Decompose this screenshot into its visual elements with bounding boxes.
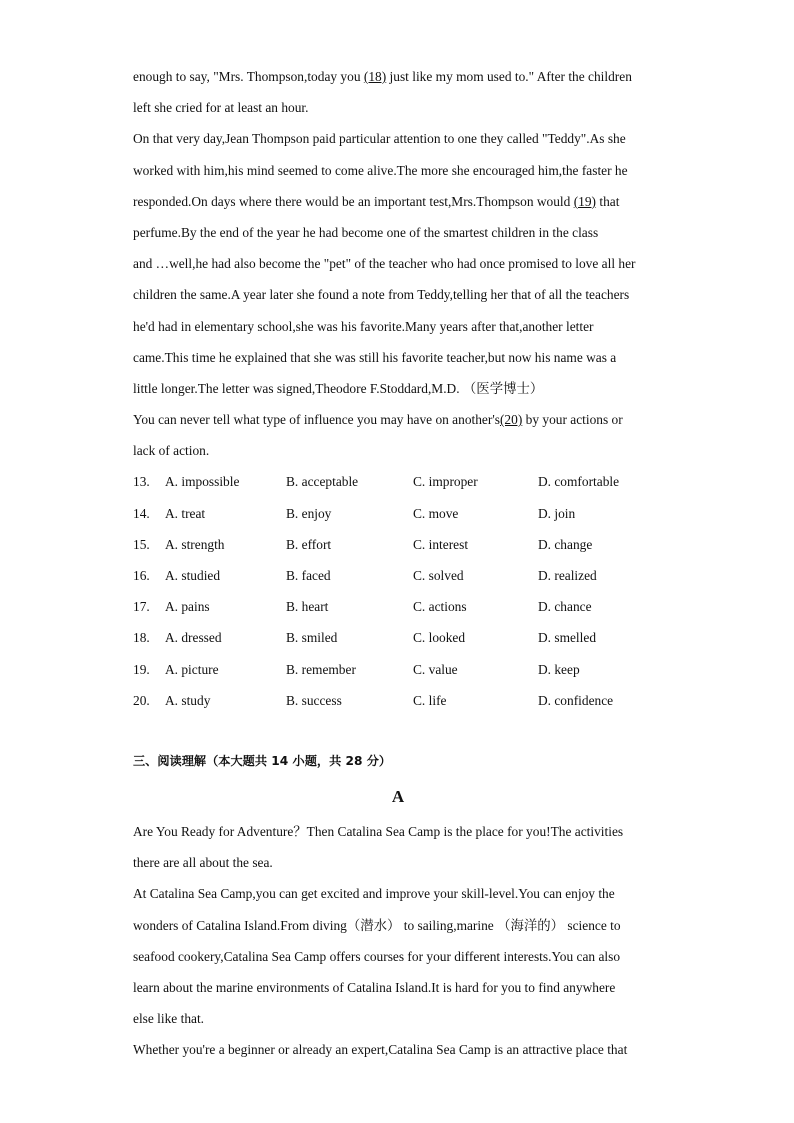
text-line: lack of action. (133, 443, 210, 459)
option-a[interactable]: A. impossible (165, 474, 240, 490)
text-line: children the same.A year later she found a note from Teddy,telling her that of all the teachers (133, 287, 630, 303)
blank-20: (20) (499, 412, 523, 428)
text-line: he'd had in elementary school,she was his favorite.Many years after that,another letter (133, 318, 594, 334)
option-b[interactable]: B. heart (286, 599, 329, 615)
text-line: and …well,he had also become the "pet" of the teacher who had once promised to love all her (133, 256, 636, 272)
passage-title: A (391, 786, 405, 806)
question-number: 20. (133, 692, 150, 708)
question-20 (133, 685, 663, 716)
passage-continuation (133, 61, 663, 466)
option-b[interactable]: B. remember (286, 661, 356, 677)
question-number: 15. (133, 536, 150, 552)
text-line: little longer.The letter was signed,Theodore F.Stoddard,M.D. （医学博士） (133, 380, 544, 396)
question-number: 17. (133, 599, 150, 615)
section-heading: 三、阅读理解（本大题共 14 小题，共 28 分） (133, 753, 392, 768)
option-a[interactable]: A. picture (165, 661, 219, 677)
blank-19: (19) (573, 193, 597, 209)
text-line: learn about the marine environments of Catalina Island.It is hard for you to find anywhere (133, 979, 616, 995)
text-line: wonders of Catalina Island.From diving（潜水） to sailing,marine （海洋的） science to (133, 917, 621, 933)
option-c[interactable]: C. improper (413, 474, 478, 490)
text-line: At Catalina Sea Camp,you can get excited and improve your skill-level.You can enjoy the (133, 886, 615, 902)
question-15 (133, 529, 663, 560)
text-line: enough to say, "Mrs. Thompson,today you (18) just like my mom used to." After the children (133, 69, 632, 84)
option-c[interactable]: C. interest (413, 536, 469, 552)
question-17 (133, 591, 663, 622)
option-c[interactable]: C. life (413, 692, 447, 708)
text-line: Whether you're a beginner or already an expert,Catalina Sea Camp is an attractive place that (133, 1042, 628, 1058)
option-d[interactable]: D. realized (538, 568, 597, 583)
text-line: You can never tell what type of influence you may have on another's(20) by your actions or (133, 412, 623, 428)
question-number: 16. (133, 568, 150, 583)
text-line: else like that. (133, 1011, 205, 1027)
option-a[interactable]: A. dressed (165, 630, 222, 646)
question-13 (133, 466, 663, 497)
question-16 (133, 560, 663, 591)
question-number: 13. (133, 474, 150, 490)
text-line: came.This time he explained that she was still his favorite teacher,but now his name was a (133, 349, 617, 365)
text-line: responded.On days where there would be an important test,Mrs.Thompson would (19) that (133, 193, 620, 209)
text-line: On that very day,Jean Thompson paid particular attention to one they called "Teddy".As she (133, 131, 626, 147)
question-14 (133, 498, 663, 529)
option-b[interactable]: B. acceptable (286, 474, 359, 490)
option-b[interactable]: B. smiled (286, 630, 338, 646)
option-d[interactable]: D. smelled (538, 630, 597, 646)
option-a[interactable]: A. study (165, 692, 211, 708)
text-line: perfume.By the end of the year he had become one of the smartest children in the class (133, 224, 599, 240)
option-a[interactable]: A. treat (165, 505, 206, 521)
option-a[interactable]: A. studied (165, 568, 221, 583)
option-b[interactable]: B. enjoy (286, 505, 332, 521)
option-c[interactable]: C. solved (413, 568, 464, 583)
option-a[interactable]: A. pains (165, 599, 210, 615)
option-b[interactable]: B. effort (286, 536, 332, 552)
option-c[interactable]: C. actions (413, 599, 467, 615)
question-19 (133, 654, 663, 685)
question-number: 18. (133, 630, 150, 646)
question-number: 19. (133, 661, 150, 677)
option-a[interactable]: A. strength (165, 536, 225, 552)
option-b[interactable]: B. success (286, 692, 342, 708)
option-d[interactable]: D. keep (538, 661, 580, 677)
passage-a (133, 816, 663, 1066)
text-line: worked with him,his mind seemed to come alive.The more she encouraged him,the faster he (133, 162, 628, 178)
option-d[interactable]: D. chance (538, 599, 592, 615)
option-d[interactable]: D. change (538, 536, 593, 552)
answer-options (133, 466, 663, 716)
option-d[interactable]: D. comfortable (538, 474, 620, 490)
blank-18: (18) (363, 69, 387, 84)
question-18 (133, 622, 663, 653)
option-b[interactable]: B. faced (286, 568, 331, 583)
text-line: left she cried for at least an hour. (133, 100, 309, 116)
text-line: there are all about the sea. (133, 855, 273, 871)
text-line: seafood cookery,Catalina Sea Camp offers courses for your different interests.You can also (133, 948, 621, 964)
option-d[interactable]: D. join (538, 505, 576, 521)
document-page (133, 61, 663, 1065)
option-d[interactable]: D. confidence (538, 692, 614, 708)
question-number: 14. (133, 505, 150, 521)
option-c[interactable]: C. move (413, 505, 459, 521)
option-c[interactable]: C. value (413, 661, 458, 677)
text-line: Are You Ready for Adventure？Then Catalina Sea Camp is the place for you!The activities (133, 823, 624, 839)
option-c[interactable]: C. looked (413, 630, 466, 646)
